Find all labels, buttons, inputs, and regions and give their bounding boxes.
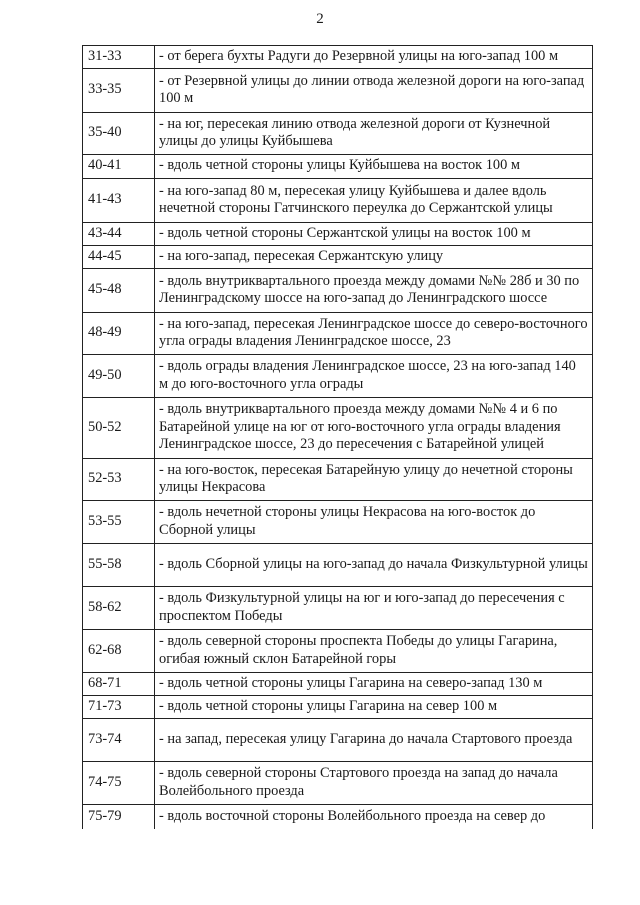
segment-cell: 50-52	[83, 398, 155, 459]
table-row	[83, 459, 593, 501]
description-cell: - вдоль четной стороны улицы Гагарина на северо-запад 130 м	[155, 673, 593, 696]
description-cell: - вдоль четной стороны Сержантской улицы на восток 100 м	[155, 223, 593, 246]
segment-cell: 48-49	[83, 313, 155, 355]
segment-cell: 49-50	[83, 355, 155, 398]
segment-cell: 31-33	[83, 46, 155, 69]
segment-cell: 75-79	[83, 805, 155, 829]
segment-cell: 55-58	[83, 544, 155, 587]
table-row	[83, 719, 593, 762]
description-cell: - на юго-запад 80 м, пересекая улицу Куйбышева и далее вдоль нечетной стороны Гатчинского переулка до Сержантской улицы	[155, 179, 593, 223]
segment-cell: 43-44	[83, 223, 155, 246]
table-row	[83, 246, 593, 269]
description-cell: - от берега бухты Радуги до Резервной улицы на юго-запад 100 м	[155, 46, 593, 69]
description-cell: - на юг, пересекая линию отвода железной дороги от Кузнечной улицы до улицы Куйбышева	[155, 113, 593, 155]
description-cell: - вдоль нечетной стороны улицы Некрасова на юго-восток до Сборной улицы	[155, 501, 593, 544]
table-row	[83, 398, 593, 459]
segment-cell: 44-45	[83, 246, 155, 269]
table-row	[83, 501, 593, 544]
table-row	[83, 179, 593, 223]
description-cell: - вдоль ограды владения Ленинградское шоссе, 23 на юго-запад 140 м до юго-восточного угла ограды	[155, 355, 593, 398]
table-row	[83, 673, 593, 696]
description-cell: - вдоль внутриквартального проезда между домами №№ 28б и 30 по Ленинградскому шоссе на юго-запад до Ленинградского шоссе	[155, 269, 593, 313]
table-row	[83, 269, 593, 313]
table-row	[83, 696, 593, 719]
segment-cell: 45-48	[83, 269, 155, 313]
table-row	[83, 69, 593, 113]
description-cell: - вдоль четной стороны улицы Гагарина на север 100 м	[155, 696, 593, 719]
segment-cell: 33-35	[83, 69, 155, 113]
table-row	[83, 355, 593, 398]
table-row	[83, 805, 593, 829]
segment-cell: 71-73	[83, 696, 155, 719]
segment-cell: 62-68	[83, 630, 155, 673]
segment-cell: 68-71	[83, 673, 155, 696]
table-row	[83, 587, 593, 630]
table-row	[83, 155, 593, 179]
description-cell: - вдоль Физкультурной улицы на юг и юго-запад до пересечения с проспектом Победы	[155, 587, 593, 630]
description-cell: - вдоль северной стороны проспекта Победы до улицы Гагарина, огибая южный склон Батарейной горы	[155, 630, 593, 673]
segment-cell: 41-43	[83, 179, 155, 223]
table-row	[83, 223, 593, 246]
description-cell: - вдоль четной стороны улицы Куйбышева на восток 100 м	[155, 155, 593, 179]
segment-cell: 35-40	[83, 113, 155, 155]
page-number: 2	[316, 11, 324, 27]
description-cell: - на юго-запад, пересекая Ленинградское шоссе до северо-восточного угла ограды владения Ленинградское шоссе, 23	[155, 313, 593, 355]
description-cell: - на юго-запад, пересекая Сержантскую улицу	[155, 246, 593, 269]
segment-cell: 58-62	[83, 587, 155, 630]
description-cell: - вдоль внутриквартального проезда между домами №№ 4 и 6 по Батарейной улице на юг от юго-восточного угла ограды владения Ленинградское шоссе, 23 до пересечения с Батарейной улицей	[155, 398, 593, 459]
description-cell: - вдоль северной стороны Стартового проезда на запад до начала Волейбольного проезда	[155, 762, 593, 805]
description-cell: - от Резервной улицы до линии отвода железной дороги на юго-запад 100 м	[155, 69, 593, 113]
table-row	[83, 113, 593, 155]
table-row	[83, 762, 593, 805]
segment-cell: 52-53	[83, 459, 155, 501]
table-row	[83, 630, 593, 673]
description-cell: - вдоль Сборной улицы на юго-запад до начала Физкультурной улицы	[155, 544, 593, 587]
description-cell: - на юго-восток, пересекая Батарейную улицу до нечетной стороны улицы Некрасова	[155, 459, 593, 501]
segment-cell: 40-41	[83, 155, 155, 179]
route-table-body	[83, 46, 593, 829]
table-row	[83, 46, 593, 69]
segment-cell: 74-75	[83, 762, 155, 805]
route-table	[82, 45, 593, 829]
description-cell: - вдоль восточной стороны Волейбольного проезда на север до	[155, 805, 593, 829]
segment-cell: 73-74	[83, 719, 155, 762]
table-row	[83, 313, 593, 355]
segment-cell: 53-55	[83, 501, 155, 544]
description-cell: - на запад, пересекая улицу Гагарина до начала Стартового проезда	[155, 719, 593, 762]
table-row	[83, 544, 593, 587]
